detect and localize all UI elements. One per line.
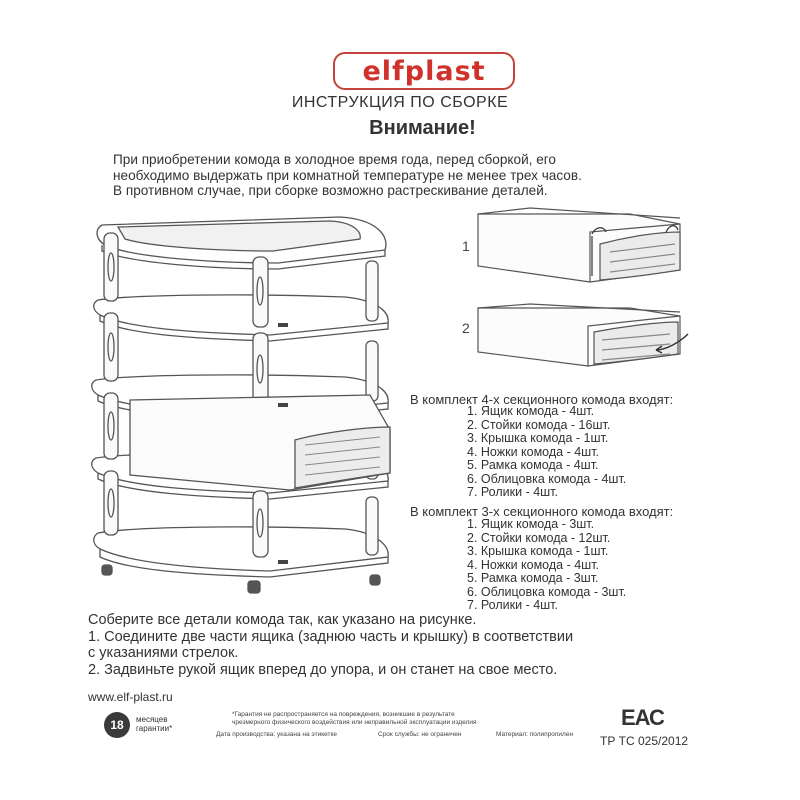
step-1-label: 1 [462, 238, 470, 254]
kit4-heading: В комплект 4-х секционного комода входят: [410, 392, 674, 407]
logo-text: elfplast [362, 55, 486, 87]
drawer-step-1-illustration [470, 200, 692, 288]
website-link[interactable]: www.elf-plast.ru [88, 690, 173, 704]
eac-mark: ЕАС [621, 705, 664, 730]
list-item: 3. Крышка комода - 1шт. [467, 431, 609, 445]
list-item: 7. Ролики - 4шт. [467, 485, 558, 499]
dresser-drawer [130, 395, 390, 490]
page-title: ИНСТРУКЦИЯ ПО СБОРКЕ [291, 94, 509, 111]
guarantee-note-line: чрезмерного физического воздействия или неправильной эксплуатации изделия [232, 719, 477, 726]
cold-weather-warning [113, 152, 753, 199]
dresser-base [94, 527, 388, 571]
list-item: 4. Ножки комода - 4шт. [467, 557, 600, 572]
warranty-label-line: гарантии* [136, 724, 173, 733]
warranty-label-line: месяцев [136, 715, 168, 724]
list-item: 1. Ящик комода - 4шт. [467, 404, 595, 418]
assembly-line: 2. Задвиньте рукой ящик вперед до упора, и он станет на свое место. [88, 661, 558, 678]
list-item: 7. Ролики - 4шт. [467, 598, 558, 612]
assembly-line: Соберите все детали комода так, как указано на рисунке. [88, 612, 477, 628]
list-item: 2. Стойки комода - 16шт. [467, 417, 611, 432]
production-date: Дата производства: указана на этикетке [216, 731, 338, 738]
list-item: 5. Рамка комода - 3шт. [467, 571, 599, 585]
dresser-illustration [90, 205, 402, 600]
warning-line: В противном случае, при сборке возможно растрескивание деталей. [113, 183, 548, 198]
assembly-line: с указаниями стрелок. [88, 645, 239, 661]
service-life: Срок службы: не ограничен [378, 731, 462, 738]
kit3-list [467, 518, 626, 613]
drawer-step-2-illustration [470, 298, 692, 370]
dresser-shelf [94, 295, 388, 335]
tr-ts-standard: ТР ТС 025/2012 [600, 734, 689, 748]
guarantee-note [232, 711, 477, 727]
list-item: 5. Рамка комода - 4шт. [467, 458, 599, 472]
attention-heading: Внимание! [369, 117, 476, 139]
warranty-label [136, 715, 172, 733]
list-item: 4. Ножки комода - 4шт. [467, 444, 600, 459]
assembly-instructions [88, 612, 573, 678]
assembly-line: 1. Соедините две части ящика (заднюю часть и крышку) в соответствии [88, 628, 574, 645]
dresser-post [104, 233, 118, 535]
warning-line: При приобретении комода в холодное время года, перед сборкой, его [113, 152, 556, 167]
material: Материал: полипропилен [496, 731, 574, 738]
warranty-badge: 18 [104, 712, 130, 738]
elfplast-logo [333, 52, 515, 90]
warning-line: необходимо выдержать при комнатной температуре не менее трех часов. [113, 167, 582, 183]
kit3-heading: В комплект 3-х секционного комода входят: [410, 504, 674, 519]
guarantee-note-line: *Гарантия не распространяется на повреждения, возникшие в результате [232, 711, 455, 718]
list-item: 6. Облицовка комода - 3шт. [467, 584, 627, 599]
list-item: 1. Ящик комода - 3шт. [467, 517, 595, 531]
list-item: 6. Облицовка комода - 4шт. [467, 471, 627, 486]
kit4-list [467, 405, 626, 500]
list-item: 3. Крышка комода - 1шт. [467, 544, 609, 558]
list-item: 2. Стойки комода - 12шт. [467, 530, 611, 545]
step-2-label: 2 [462, 320, 470, 336]
